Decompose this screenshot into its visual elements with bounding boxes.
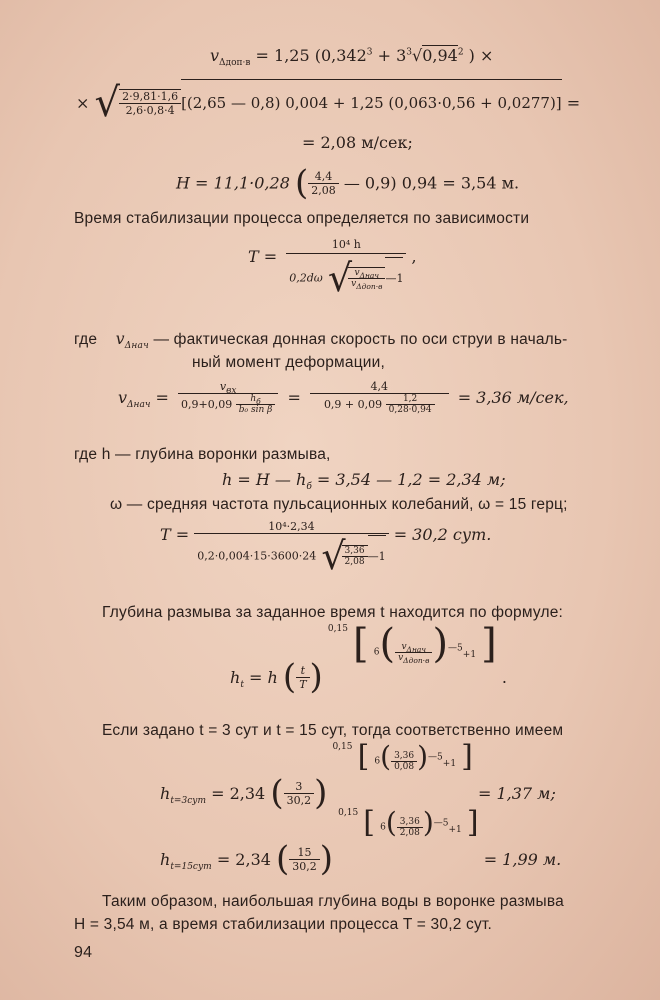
eq1-exp3: 3 — [366, 47, 373, 58]
eq6-eq: = — [155, 388, 169, 407]
paragraph-2-symbol — [115, 330, 149, 352]
eq5-inner-den-sub: Δдоп·в — [356, 281, 383, 291]
eq6-f1-inner-num-sub: б — [256, 396, 261, 406]
eq10-plus1: +1 — [442, 759, 457, 769]
eq11-lbracket: [ — [363, 805, 376, 840]
eq2-times: × — [76, 93, 90, 113]
eq8-lhs: T = — [160, 524, 190, 544]
eq9-in-fraction — [395, 642, 432, 663]
eq8-in-num: 3,36 — [344, 546, 365, 556]
eq9-six: 6 — [373, 647, 380, 658]
equation-3: = 2,08 м/сек; — [302, 133, 413, 152]
eq6-f2-den — [310, 393, 449, 415]
eq4-rest: — 0,9) 0,94 = 3,54 м. — [343, 173, 520, 193]
eq2-equals: = — [566, 93, 581, 113]
eq11-eq: = 2,34 — [216, 849, 271, 869]
eq8-minus1: —1 — [368, 535, 386, 563]
eq6-f1-den — [178, 393, 278, 415]
eq10-in-den: 0,08 — [391, 761, 417, 772]
eq11-in-den: 2,08 — [397, 827, 423, 838]
eq9-eq: = h — [249, 667, 278, 687]
paragraph-2-symbol-v: v — [115, 330, 125, 348]
eq10-lparen: ( — [270, 773, 284, 813]
eq2-frac-den: 2,6·0,8·4 — [119, 103, 181, 117]
eq11-exp-pre: 0,15 — [338, 808, 359, 818]
page-number: 94 — [74, 944, 93, 961]
eq6-f1-num — [178, 380, 278, 397]
eq11-p-num: 15 — [297, 845, 312, 859]
equation-11 — [160, 805, 562, 879]
eq6-f2-den-a: 0,9 + 0,09 — [323, 398, 383, 411]
eq9-rparen: ) — [309, 657, 323, 697]
paragraph-4: ω — средняя частота пульсационных колебаний, ω = 15 герц; — [110, 496, 568, 513]
eq1-rhs: = 1,25 (0,342 — [255, 46, 367, 65]
eq10-eq: = 2,34 — [211, 783, 266, 803]
equation-8 — [160, 520, 491, 578]
eq6-fraction-2 — [310, 380, 449, 415]
eq9-in-num — [395, 642, 432, 652]
eq10-in-num: 3,36 — [394, 751, 415, 761]
equation-6 — [118, 380, 569, 415]
paragraph-2b: ный момент деформации, — [192, 354, 386, 371]
eq10-paren-group — [270, 773, 328, 813]
eq4-num: 4,4 — [314, 169, 333, 183]
eq6-f1-num-sub: вх — [226, 386, 237, 397]
paragraph-1: Время стабилизации процесса определяется по зависимости — [74, 210, 530, 227]
eq6-rest: = 3,36 м/сек, — [457, 388, 569, 407]
eq10-exp-pre: 0,15 — [332, 742, 353, 752]
eq5-minus1: —1 — [385, 257, 403, 285]
eq6-f1-inner-num-h: h — [250, 394, 257, 404]
eq9-in-num-v: v — [401, 642, 407, 652]
eq9-in-num-sub: Δнач — [406, 644, 427, 654]
eq5-sqrt-sign: √ — [327, 256, 353, 300]
eq1-plus: + 3 — [377, 46, 407, 65]
eq10-lhs-h: h — [160, 783, 171, 803]
eq1-radicand: 0,94 — [422, 46, 458, 65]
paragraph-2-symbol-sub: Δнач — [124, 341, 149, 352]
eq4-den: 2,08 — [308, 183, 339, 197]
eq5-inner-den-sym: v — [351, 279, 357, 289]
eq4-fraction — [308, 170, 339, 197]
eq9-in-den-v: v — [398, 653, 404, 663]
eq9-in-rparen: ) — [432, 621, 449, 667]
eq9-lhs-sub: t — [240, 679, 244, 690]
eq11-exponent — [338, 805, 479, 840]
eq11-p-fraction — [289, 846, 320, 873]
eq10-rest: = 1,37 м; — [477, 783, 556, 803]
eq10-in-fraction — [391, 751, 417, 772]
eq8-inner-fraction — [342, 545, 368, 567]
eq11-p-den: 30,2 — [289, 859, 320, 873]
eq6-lhs — [118, 388, 151, 411]
eq11-lhs-h: h — [160, 849, 171, 869]
equation-1 — [210, 46, 494, 69]
eq6-f1-inner-num — [236, 394, 276, 404]
eq9-plus1: +1 — [462, 650, 477, 660]
eq11-paren-group — [276, 839, 334, 879]
eq1-lhs-sub: Δ — [219, 58, 226, 69]
eq11-pow: —5 — [433, 818, 449, 829]
eq6-f1-den-a: 0,9+0,09 — [181, 398, 233, 411]
eq9-lhs-h: h — [230, 667, 241, 687]
eq8-sqrt-sign: √ — [321, 534, 346, 578]
eq2-fraction — [119, 89, 181, 117]
eq2-bracket: [(2,65 — 0,8) 0,004 + 1,25 (0,063·0,56 + 0,0277)] — [181, 79, 562, 112]
paragraph-2 — [74, 330, 568, 352]
eq9-dot: . — [501, 667, 507, 687]
equation-2 — [76, 80, 580, 126]
eq2-sqrt-sign: √ — [94, 80, 120, 126]
eq9-paren-group — [282, 657, 323, 697]
eq6-f2-inner — [386, 394, 435, 415]
eq4-paren: ( — [294, 163, 309, 203]
equation-4 — [176, 163, 520, 203]
eq2-frac-num: 2·9,81·1,6 — [122, 90, 179, 103]
paragraph-2-where: где — [74, 331, 98, 348]
eq9-in-den-sub: Δдоп·в — [403, 655, 430, 665]
eq6-f2-inner-num: 1,2 — [402, 394, 418, 404]
eq9-in-lparen: ( — [379, 621, 396, 667]
eq11-lhs-sub: t=15сут — [170, 861, 212, 872]
paragraph-3: где h — глубина воронки размыва, — [74, 446, 331, 463]
eq10-in-lparen: ( — [380, 740, 392, 773]
eq9-exp-pre: 0,15 — [327, 624, 348, 634]
eq9-p-fraction — [296, 664, 309, 691]
paragraph-7: Таким образом, наибольшая глубина воды в воронке размыва — [102, 893, 564, 910]
eq5-inner-fraction — [348, 267, 385, 289]
eq10-lhs — [160, 783, 206, 806]
eq10-lhs-sub: t=3сут — [170, 795, 206, 806]
eq10-rbracket: ] — [461, 739, 473, 774]
eq11-lhs — [160, 849, 212, 872]
eq11-six: 6 — [380, 822, 386, 833]
eq1-close: ) × — [468, 46, 494, 65]
paragraph-2-text: — фактическая донная скорость по оси струи в началь- — [153, 331, 568, 348]
eq9-p-den: T — [296, 677, 309, 691]
eq8-in-den: 2,08 — [342, 556, 368, 567]
eq11-rbracket: ] — [466, 805, 479, 840]
eq10-in-rparen: ) — [417, 740, 429, 773]
eq9-lparen: ( — [282, 657, 297, 697]
eq9-lhs — [230, 667, 244, 690]
equation-7 — [222, 470, 506, 493]
eq7-rest: = 3,54 — 1,2 = 2,34 м; — [311, 470, 506, 489]
eq10-six: 6 — [374, 756, 381, 767]
eq5-den-pre: 0,2dω — [289, 271, 323, 285]
eq6-f2-inner-den: 0,28·0,94 — [386, 404, 435, 415]
eq11-in-lparen: ( — [385, 806, 397, 839]
eq9-exponent — [327, 621, 497, 667]
eq9-in-den — [395, 652, 432, 663]
eq6-lhs-v: v — [118, 388, 128, 407]
eq6-fraction-1 — [178, 380, 278, 415]
eq8-fraction — [194, 520, 388, 578]
equation-9 — [230, 621, 507, 697]
eq10-p-fraction — [284, 780, 315, 807]
eq1-lhs: v — [210, 46, 220, 65]
eq10-exponent — [332, 739, 473, 774]
eq5-fraction — [286, 238, 406, 300]
equation-10 — [160, 739, 556, 813]
eq1-root-index: 3 — [406, 47, 413, 58]
eq11-in-rparen: ) — [422, 806, 434, 839]
eq1-root-sign: √ — [412, 46, 423, 65]
eq1-lhs-sub2: доп·в — [225, 58, 251, 69]
eq5-num: 10⁴ h — [331, 238, 361, 251]
eq6-eq2: = — [287, 388, 301, 407]
eq1-exp2: 2 — [457, 47, 464, 58]
eq5-comma: , — [411, 246, 417, 266]
eq4-lhs: H = 11,1·0,28 — [176, 173, 290, 193]
eq5-den — [286, 253, 406, 300]
eq5-inner-num-sub: Δнач — [359, 270, 380, 280]
eq7-sub: б — [306, 482, 312, 493]
eq11-in-fraction — [397, 817, 423, 838]
eq8-rest: = 30,2 сут. — [393, 524, 492, 544]
eq11-plus1: +1 — [448, 825, 462, 835]
eq5-inner-den — [348, 278, 385, 289]
eq6-f1-inner — [236, 394, 276, 415]
eq9-p-num: t — [300, 663, 306, 677]
eq11-lparen: ( — [276, 839, 290, 879]
eq8-num: 10⁴·2,34 — [268, 520, 315, 533]
eq10-p-den: 30,2 — [284, 793, 315, 807]
eq6-lhs-sub: Δнач — [127, 400, 151, 411]
eq11-rest: = 1,99 м. — [483, 849, 562, 869]
eq9-lbracket: [ — [353, 621, 369, 667]
eq6-f2-num: 4,4 — [370, 380, 389, 393]
eq8-den-pre: 0,2·0,004·15·3600·24 — [197, 549, 317, 563]
eq10-rparen: ) — [314, 773, 328, 813]
eq10-p-num: 3 — [295, 779, 303, 793]
paragraph-5: Глубина размыва за заданное время t находится по формуле: — [102, 604, 564, 621]
eq11-in-num: 3,36 — [399, 817, 420, 827]
eq11-rparen: ) — [319, 839, 334, 879]
eq7-main: h = H — h — [222, 470, 307, 489]
eq9-rbracket: ] — [481, 621, 497, 667]
paragraph-7b: H = 3,54 м, а время стабилизации процесса T = 30,2 сут. — [74, 916, 493, 933]
eq6-f1-num-v: v — [219, 380, 227, 393]
paragraph-6: Если задано t = 3 сут и t = 15 сут, тогда соответственно имеем — [102, 722, 564, 739]
eq5-inner-num-sym: v — [354, 268, 360, 278]
equation-5 — [248, 238, 417, 300]
eq10-lbracket: [ — [357, 739, 370, 774]
eq10-pow: —5 — [428, 752, 443, 763]
eq6-f1-inner-den: b₀ sin β — [236, 404, 276, 415]
eq9-pow: —5 — [448, 643, 463, 654]
eq8-den — [194, 533, 388, 578]
eq5-inner-num — [348, 268, 385, 278]
eq5-lhs: T = — [248, 246, 278, 266]
